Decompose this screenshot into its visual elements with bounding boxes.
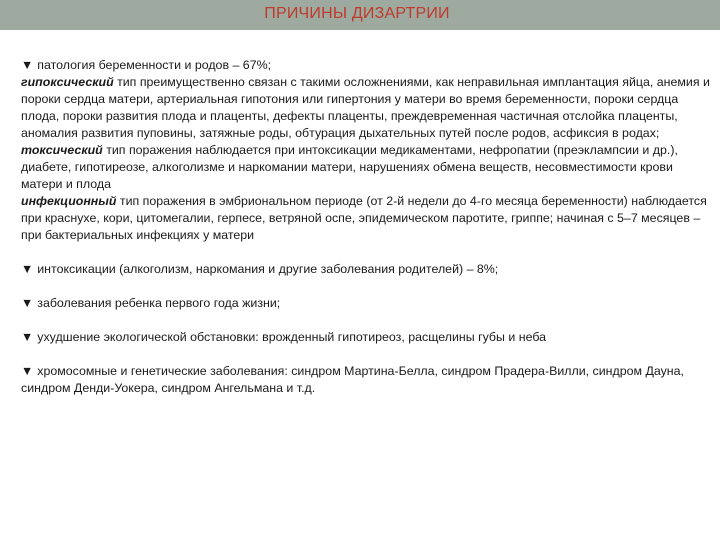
type-infectious	[21, 193, 711, 244]
bullet-text: заболевания ребенка первого года жизни;	[37, 296, 281, 310]
type-text: тип поражения наблюдается при интоксикации медикаментами, нефропатии (преэклампсии и др.), диабете, гипотиреозе, алкоголизме и наркомании матери, нарушениях обмена веществ, несовместимости крови матери и плода	[21, 143, 678, 191]
bullet-item-intoxication	[21, 261, 711, 278]
bullet-text: ухудшение экологической обстановки: врожденный гипотиреоз, расщелины губы и неба	[37, 330, 547, 344]
bullet-item-chromosomal	[21, 363, 711, 397]
bullet-item-ecology	[21, 329, 711, 346]
bullet-item-pregnancy	[21, 57, 711, 74]
type-text: тип поражения в эмбриональном периоде (от 2-й недели до 4-го месяца беременности) наблюдается при краснухе, кори, цитомегалии, герпесе, ветряной оспе, эпидемическом паротите, гриппе; начиная с 5–7 месяцев – при бактериальных инфекциях у матери	[21, 194, 707, 242]
bullet-text: хромосомные и генетические заболевания: синдром Мартина-Белла, синдром Прадера-Вилли, синдром Дауна, синдром Денди-Уокера, синдром Ангельмана и т.д.	[21, 364, 684, 395]
bullet-text: патология беременности и родов – 67%;	[37, 58, 272, 72]
type-text: тип преимущественно связан с такими осложнениями, как неправильная имплантация яйца, анемия и пороки сердца матери, артериальная гипотония или гипертония у матери во время беременности, пороки сердца плода, пороки развития плода и плаценты, дефекты плаценты, преждевременная частичная отслойка плаценты, аномалия развития пуповины, затяжные роды, обтурация дыхательных путей после родов, асфиксия в родах;	[21, 75, 710, 140]
title-bar	[0, 0, 720, 30]
slide-title: ПРИЧИНЫ ДИЗАРТРИИ	[264, 5, 450, 22]
triangle-down-icon: ▼	[21, 364, 34, 378]
triangle-down-icon: ▼	[21, 262, 34, 276]
type-term: гипоксический	[21, 75, 114, 89]
type-term: инфекционный	[21, 194, 117, 208]
triangle-down-icon: ▼	[21, 58, 34, 72]
bullet-item-child-illness	[21, 295, 711, 312]
type-term: токсический	[21, 143, 103, 157]
type-hypoxic	[21, 74, 711, 142]
triangle-down-icon: ▼	[21, 330, 34, 344]
bullet-text: интоксикации (алкоголизм, наркомания и другие заболевания родителей) – 8%;	[37, 262, 499, 276]
type-toxic	[21, 142, 711, 193]
slide-content	[21, 57, 711, 397]
triangle-down-icon: ▼	[21, 296, 34, 310]
